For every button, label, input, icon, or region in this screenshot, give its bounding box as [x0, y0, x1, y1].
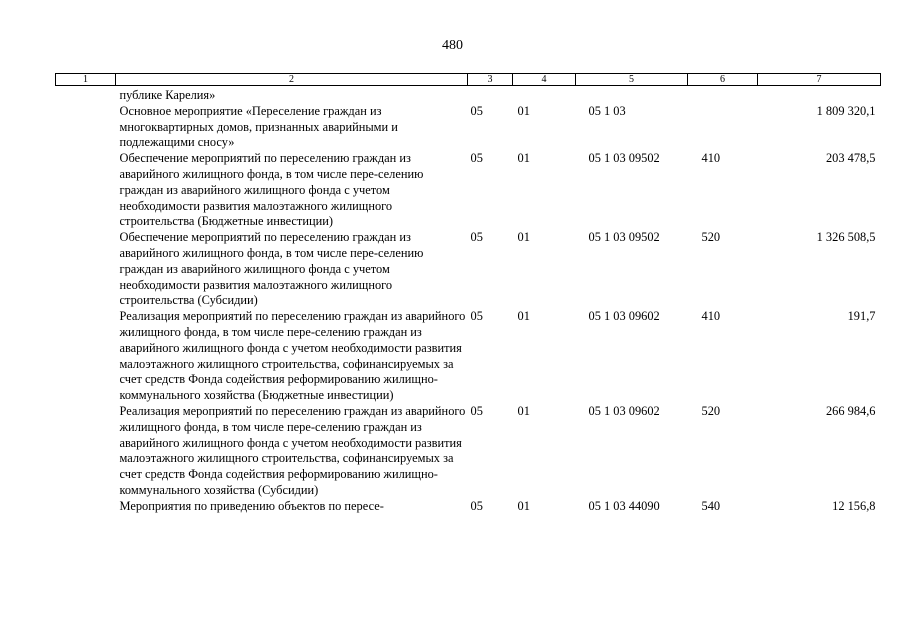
subsection-code: 01	[517, 151, 530, 166]
amount	[758, 86, 881, 104]
subsection-code: 01	[517, 230, 530, 245]
expense-type-code: 410	[701, 309, 721, 324]
header-col-6: 6	[688, 74, 758, 86]
expense-name: Обеспечение мероприятий по переселению граждан из аварийного жилищного фонда, в том числе пере-селению граждан из аварийного жилищного фонда с учетом необходимости развития малоэтажного жилищного строительства (Бюджетные инвестиции)	[119, 151, 424, 229]
target-article-code: 05 1 03 44090	[588, 498, 660, 513]
table-row	[56, 499, 881, 515]
subsection-code	[513, 86, 576, 104]
subsection-code: 01	[517, 403, 530, 418]
section-code: 05	[470, 103, 483, 118]
expense-type-code: 410	[701, 151, 721, 166]
header-col-2: 2	[116, 74, 468, 86]
col-1-cell	[56, 499, 116, 515]
header-col-4: 4	[513, 74, 576, 86]
col-1-cell	[56, 86, 116, 104]
amount: 1 326 508,5	[816, 230, 876, 245]
section-code: 05	[470, 309, 483, 324]
header-row	[56, 74, 881, 86]
section-code: 05	[470, 498, 483, 513]
table-header	[56, 74, 881, 86]
table-body	[56, 86, 881, 515]
expense-type-code	[688, 86, 758, 104]
col-1-cell	[56, 104, 116, 151]
expense-type-code: 540	[701, 498, 721, 513]
table-row	[56, 309, 881, 404]
table-row	[56, 230, 881, 309]
table-row	[56, 404, 881, 499]
header-col-3: 3	[468, 74, 513, 86]
expense-type-code: 520	[701, 230, 721, 245]
expense-name: Обеспечение мероприятий по переселению граждан из аварийного жилищного фонда, в том числе пере-селению граждан из аварийного жилищного фонда с учетом необходимости развития малоэтажного жилищного строительства (Субсидии)	[119, 230, 424, 308]
section-code: 05	[470, 230, 483, 245]
target-article-code	[576, 86, 688, 104]
expense-name: Реализация мероприятий по переселению граждан из аварийного жилищного фонда, в том числе пере-селению граждан из аварийного жилищного фонда с учетом необходимости развития малоэтажного жилищного строительства, софинансируемых за счет средств Фонда содействия реформированию жилищно-коммунального хозяйства (Субсидии)	[119, 403, 466, 497]
amount: 266 984,6	[825, 403, 876, 418]
budget-table	[55, 73, 881, 515]
header-col-7: 7	[758, 74, 881, 86]
target-article-code: 05 1 03 09502	[588, 230, 660, 245]
expense-type-code	[688, 104, 758, 151]
expense-type-code: 520	[701, 403, 721, 418]
target-article-code: 05 1 03 09602	[588, 403, 660, 418]
col-1-cell	[56, 230, 116, 309]
table-row	[56, 104, 881, 151]
amount: 1 809 320,1	[816, 103, 876, 118]
col-1-cell	[56, 404, 116, 499]
table-row	[56, 86, 881, 104]
target-article-code: 05 1 03 09502	[588, 151, 660, 166]
amount: 12 156,8	[832, 498, 876, 513]
col-1-cell	[56, 151, 116, 230]
page-number: 480	[442, 38, 463, 53]
expense-name: Мероприятия по приведению объектов по пересе-	[119, 498, 384, 513]
subsection-code: 01	[517, 309, 530, 324]
expense-name: Основное мероприятие «Переселение граждан из многоквартирных домов, признанных аварийными и подлежащими сносу»	[119, 103, 398, 150]
expense-name: публике Карелия»	[119, 88, 216, 102]
target-article-code: 05 1 03 09602	[588, 309, 660, 324]
amount: 191,7	[847, 309, 876, 324]
expense-name: Реализация мероприятий по переселению граждан из аварийного жилищного фонда, в том числе пере-селению граждан из аварийного жилищного фонда с учетом необходимости развития малоэтажного жилищного строительства, софинансируемых за счет средств Фонда содействия реформированию жилищно-коммунального хозяйства (Бюджетные инвестиции)	[119, 309, 466, 403]
subsection-code: 01	[517, 498, 530, 513]
header-col-5: 5	[576, 74, 688, 86]
section-code	[468, 86, 513, 104]
col-1-cell	[56, 309, 116, 404]
amount: 203 478,5	[825, 151, 876, 166]
table-row	[56, 151, 881, 230]
target-article-code: 05 1 03	[588, 103, 626, 118]
header-col-1: 1	[56, 74, 116, 86]
subsection-code: 01	[517, 103, 530, 118]
section-code: 05	[470, 403, 483, 418]
section-code: 05	[470, 151, 483, 166]
